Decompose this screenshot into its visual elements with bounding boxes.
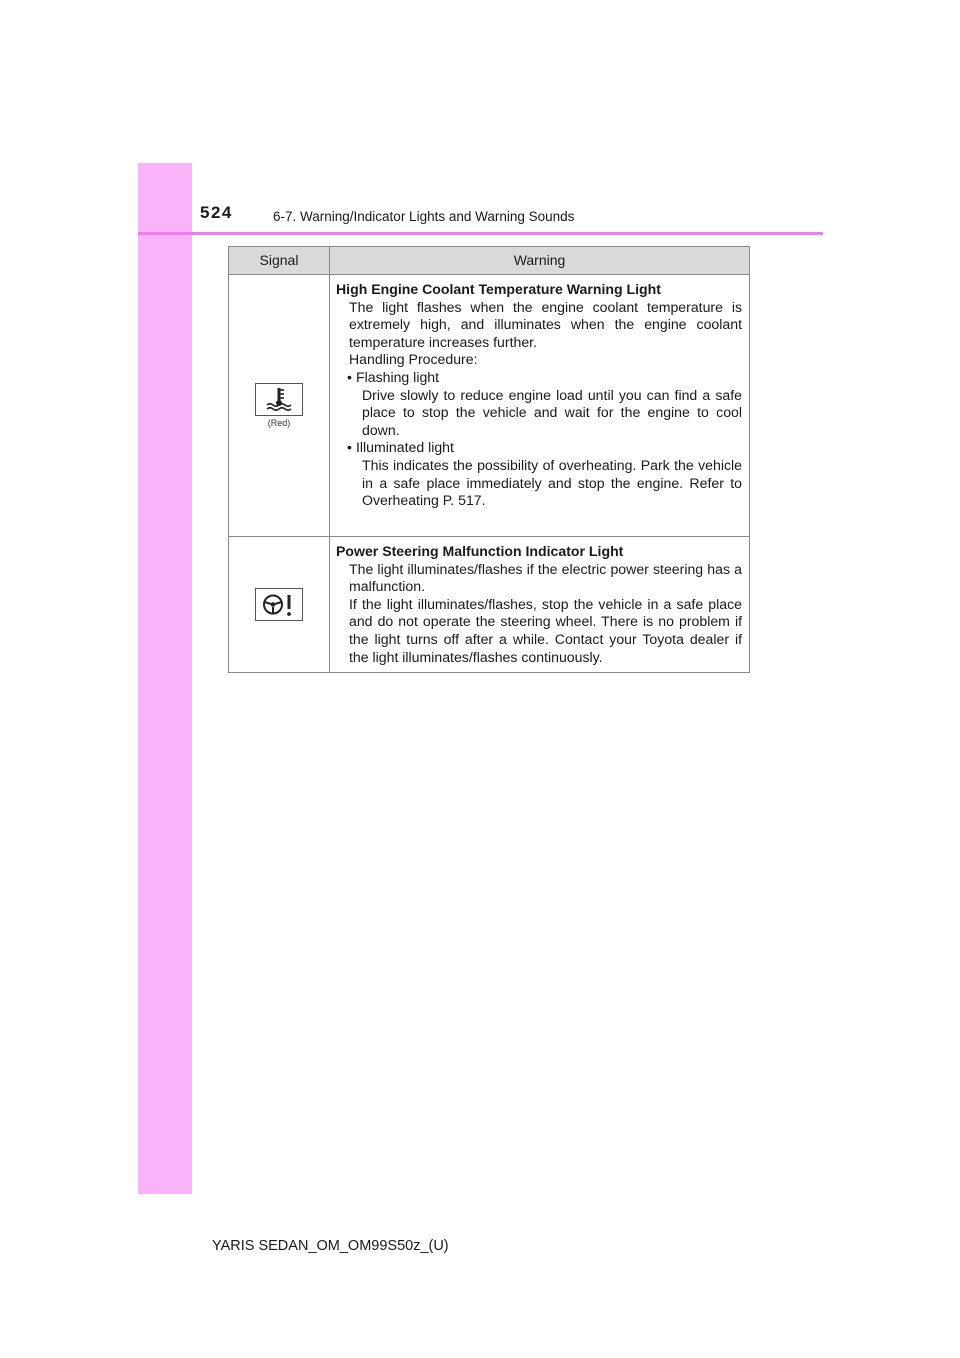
header-divider: [138, 232, 823, 235]
bullet-text: This indicates the possibility of overheating. Park the vehicle in a safe place immediately and stop the engine. Refer to Overheating P. 517.: [362, 456, 742, 509]
bullet-label: • Illuminated light: [336, 439, 742, 457]
warning-title: High Engine Coolant Temperature Warning Light: [336, 281, 661, 297]
section-title: 6-7. Warning/Indicator Lights and Warning Sounds: [273, 209, 575, 224]
warning-lights-table: [228, 246, 750, 673]
warning-description: The light flashes when the engine coolant temperature is extremely high, and illuminates when the engine coolant temperature increases further.: [349, 298, 742, 350]
bullet-label: • Flashing light: [336, 369, 742, 387]
handling-procedure-label: Handling Procedure:: [349, 351, 478, 368]
page-number: 524: [200, 203, 233, 222]
icon-color-label: (Red): [267, 417, 291, 428]
bullet-text: Drive slowly to reduce engine load until you can find a safe place to stop the vehicle and wait for the engine to cool down.: [362, 386, 742, 438]
model-code-footer: YARIS SEDAN_OM_OM99S50z_(U): [212, 1238, 449, 1254]
table-row: [229, 537, 750, 673]
warning-cell: [330, 537, 750, 673]
coolant-temperature-icon: [255, 383, 303, 416]
table-header-row: [229, 247, 750, 275]
column-header-signal: Signal: [229, 247, 330, 275]
warning-title: Power Steering Malfunction Indicator Light: [336, 543, 624, 559]
watermark-logo: [722, 1338, 952, 1352]
column-header-warning: Warning: [330, 247, 750, 275]
power-steering-warning-icon: [255, 588, 303, 621]
table-row: [229, 275, 750, 537]
warning-cell: [330, 275, 750, 537]
signal-cell: [229, 537, 330, 673]
warning-description: The light illuminates/flashes if the electric power steering has a malfunction.: [349, 560, 742, 595]
side-color-band: [138, 163, 192, 1194]
warning-description-continued: If the light illuminates/flashes, stop the vehicle in a safe place and do not operate the steering wheel. There is no problem if the light turns off after a while. Contact your Toyota dealer if the light illuminates/flashes continuously.: [349, 595, 742, 665]
signal-cell: [229, 275, 330, 537]
